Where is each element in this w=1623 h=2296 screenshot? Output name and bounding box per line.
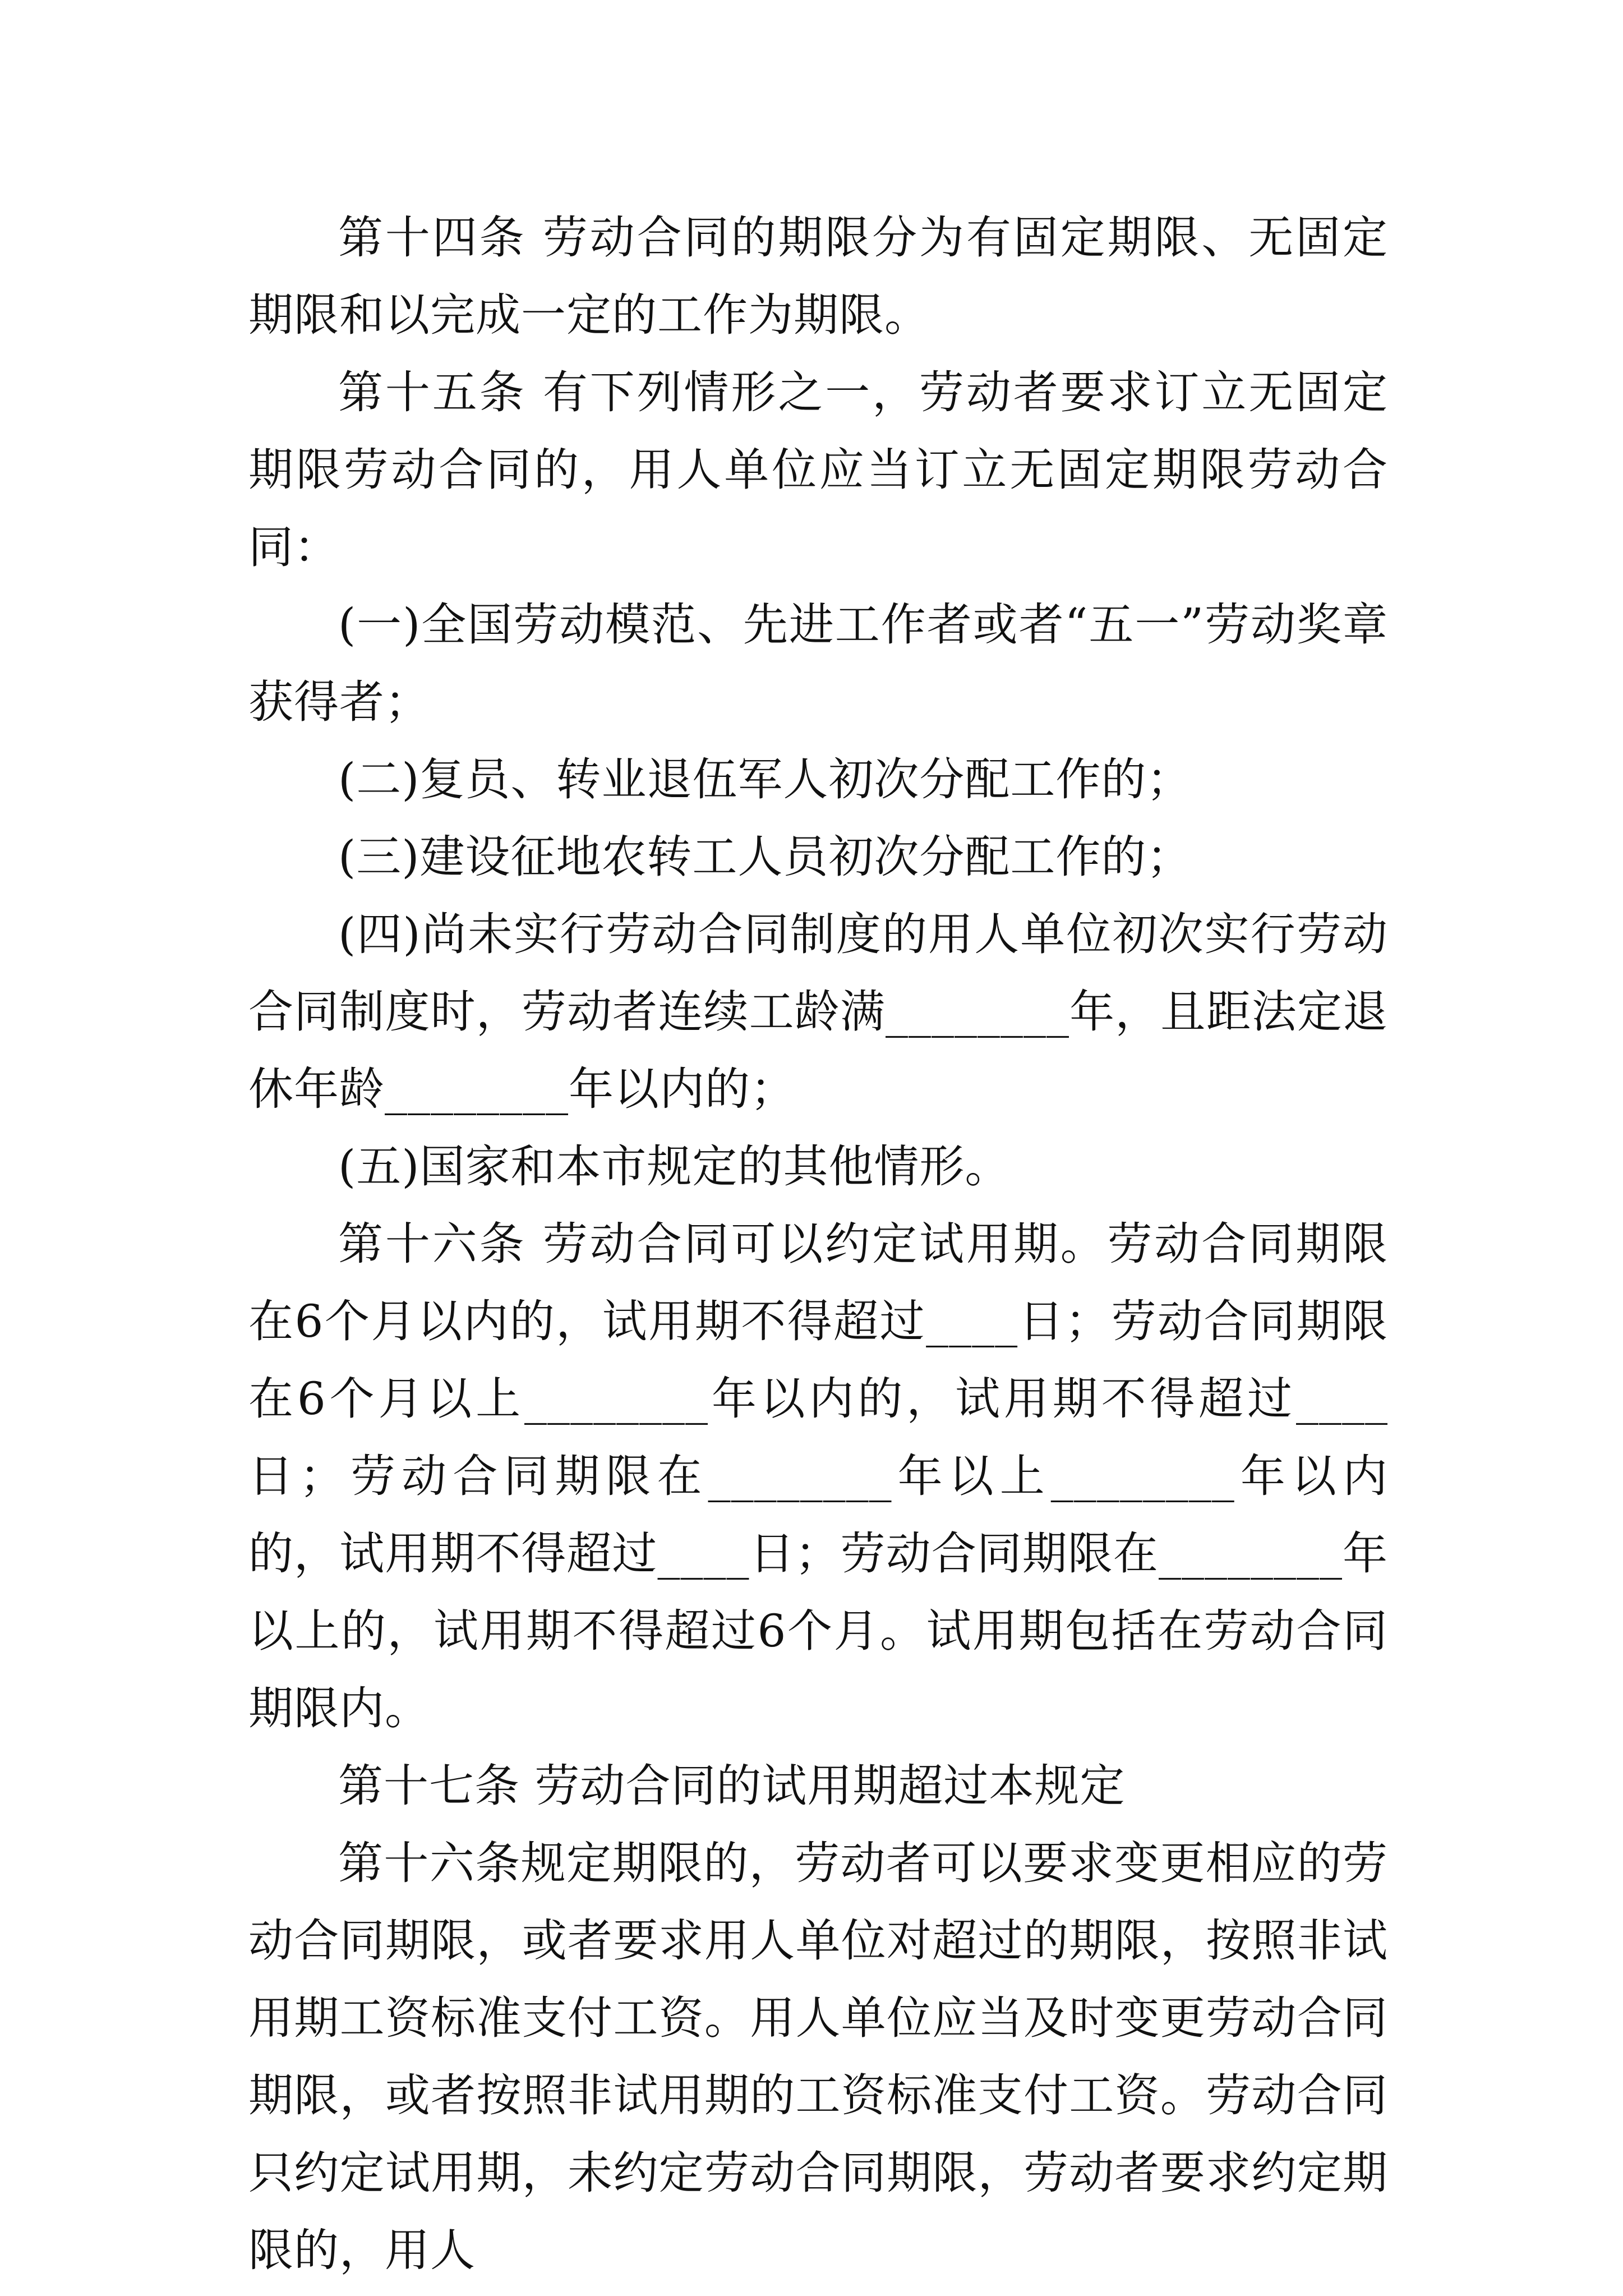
article-15-item-1: (一)全国劳动模范、先进工作者或者“五一”劳动奖章获得者；: [248, 599, 1388, 728]
article-17-body: 第十六条规定期限的，劳动者可以要求变更相应的劳动合同期限，或者要求用人单位对超过的期限，按照非试用期工资标准支付工资。用人单位应当及时变更劳动合同期限，或者按照非试用期的工资标准支付工资。劳动合同只约定试用期，未约定劳动合同期限，劳动者要求约定期限的，用人: [248, 1837, 1388, 2276]
article-15-item-2: (二)复员、转业退伍军人初次分配工作的；: [338, 753, 1192, 806]
document-body: [248, 199, 1388, 2289]
article-15-item-3: (三)建设征地农转工人员初次分配工作的；: [338, 831, 1192, 883]
article-15-item-5: (五)国家和本市规定的其他情形。: [338, 1140, 1011, 1193]
article-15-item-4: (四)尚未实行劳动合同制度的用人单位初次实行劳动合同制度时，劳动者连续工龄满________年，且距法定退休年龄________年以内的；: [248, 908, 1388, 1115]
article-14: 第十四条 劳动合同的期限分为有固定期限、无固定期限和以完成一定的工作为期限。: [248, 211, 1388, 341]
article-16: 第十六条 劳动合同可以约定试用期。劳动合同期限在6个月以内的，试用期不得超过____日；劳动合同期限在6个月以上________年以内的，试用期不得超过____日；劳动合同期限在________年以上________年以内的，试用期不得超过____日；劳动合同期限在________年以上的，试用期不得超过6个月。试用期包括在劳动合同期限内。: [248, 1218, 1388, 1734]
article-17-heading: 第十七条 劳动合同的试用期超过本规定: [338, 1760, 1126, 1812]
article-15: 第十五条 有下列情形之一，劳动者要求订立无固定期限劳动合同的，用人单位应当订立无固定期限劳动合同：: [248, 366, 1388, 573]
